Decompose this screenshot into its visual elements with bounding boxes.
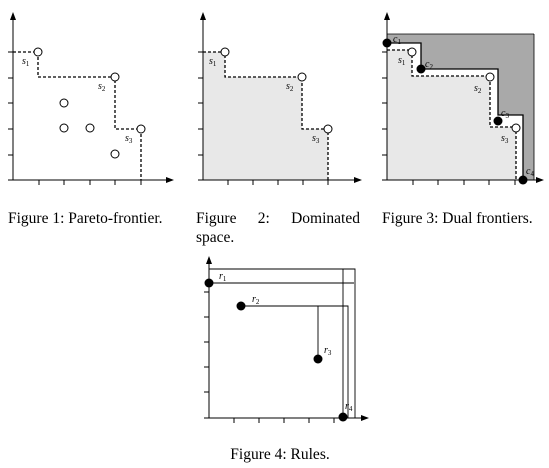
frontier-point-s2 [111, 73, 119, 81]
x-axis-arrow [166, 177, 174, 183]
x-ticks [413, 180, 515, 185]
dominated-point [86, 124, 94, 132]
x-ticks [234, 418, 334, 423]
figure-4-plot [190, 252, 370, 427]
figure-2-plot [190, 0, 370, 200]
label-r1: $r_1$ [219, 271, 227, 283]
y-ticks [198, 52, 203, 155]
label-r3: $r_3$ [324, 345, 332, 357]
label-r4: $r_4$ [345, 401, 353, 413]
y-axis-arrow [10, 12, 16, 20]
label-s2: $s_2$ [286, 81, 294, 93]
label-r2: $r_2$ [252, 294, 260, 306]
frontier-point-s3 [512, 124, 520, 132]
x-axis-arrow [354, 177, 362, 183]
dominated-point [60, 99, 68, 107]
frontier-point-s2 [486, 73, 494, 81]
label-s2: $s_2$ [98, 81, 106, 93]
frontier-point-s1 [221, 48, 229, 56]
frontier-point-s1 [34, 48, 42, 56]
figure-3 [374, 0, 549, 200]
frontier-point-s1 [408, 48, 416, 56]
dual-point-c1 [383, 39, 392, 48]
x-axis-arrow [536, 177, 544, 183]
label-s2: $s_2$ [474, 83, 482, 95]
dominated-region [203, 52, 328, 180]
caption-figure-1: Figure 1: Pareto-frontier. [8, 210, 163, 227]
rule-point-r3 [314, 355, 323, 364]
rule-point-r1 [205, 279, 214, 288]
label-s3: $s_3$ [501, 133, 509, 145]
dominated-point [60, 124, 68, 132]
y-axis-arrow [200, 12, 206, 20]
figure-1 [0, 0, 180, 200]
y-axis-arrow [384, 12, 390, 20]
figure-4 [190, 252, 370, 427]
caption-figure-2: Figure 2: Dominated space. [196, 210, 360, 246]
label-s3: $s_3$ [125, 133, 133, 145]
label-c4: $c_4$ [526, 166, 534, 178]
x-axis-arrow [361, 415, 369, 421]
label-s1: $s_1$ [209, 56, 217, 68]
figure-3-plot [374, 0, 549, 200]
label-s3: $s_3$ [312, 133, 320, 145]
frontier-point-s2 [298, 73, 306, 81]
label-c3: $c_3$ [501, 108, 509, 120]
label-c2: $c_2$ [425, 59, 433, 71]
rule-point-r4 [339, 413, 348, 422]
figure-2 [190, 0, 370, 200]
caption-figure-4: Figure 4: Rules. [230, 446, 330, 463]
pareto-frontier [13, 52, 141, 180]
dominated-point [111, 150, 119, 158]
caption-figure-3: Figure 3: Dual frontiers. [382, 210, 533, 227]
label-s1: $s_1$ [22, 56, 30, 68]
x-ticks [228, 180, 328, 185]
y-ticks [204, 292, 209, 392]
y-ticks [382, 52, 387, 155]
rule-point-r2 [237, 302, 246, 311]
rule-r2-box [241, 306, 348, 418]
frontier-point-s3 [324, 125, 332, 133]
y-axis-arrow [206, 256, 212, 264]
label-c1: $c_1$ [393, 34, 401, 46]
x-ticks [39, 180, 141, 185]
rule-r1-box [209, 269, 355, 418]
label-s1: $s_1$ [398, 55, 406, 67]
y-ticks [8, 52, 13, 155]
frontier-point-s3 [137, 125, 145, 133]
figure-1-plot [0, 0, 180, 200]
